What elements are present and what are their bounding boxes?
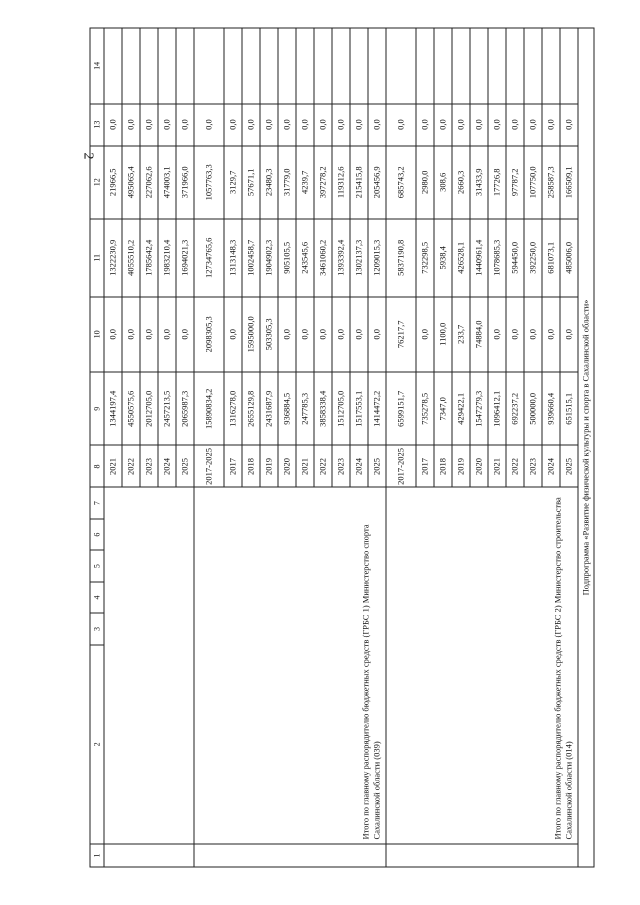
year-cell: 2023 [140,445,158,487]
empty-cell [524,28,542,104]
value-cell: 5837190,8 [386,218,416,296]
value-cell: 0,0 [560,296,578,372]
column-header: 6 [90,518,104,549]
empty-cell [350,28,368,104]
value-cell: 0,0 [332,103,350,145]
value-cell: 936884,5 [278,372,296,445]
value-cell: 1512705,0 [332,372,350,445]
column-header: 12 [90,145,104,218]
value-cell: 7347,0 [434,372,452,445]
value-cell: 1440961,4 [470,218,488,296]
year-cell: 2021 [104,445,122,487]
year-cell: 2022 [314,445,332,487]
value-cell: 0,0 [524,296,542,372]
empty-cell [314,28,332,104]
value-cell: 500000,0 [524,372,542,445]
year-cell: 2022 [506,445,524,487]
subprogram-row [578,28,594,867]
value-cell: 233,7 [452,296,470,372]
empty-cell [560,28,578,104]
value-cell: 485006,0 [560,218,578,296]
page-number: 2 [80,152,96,160]
budget-table [89,27,594,867]
value-cell: 905105,5 [278,218,296,296]
column-header: 13 [90,103,104,145]
empty-cell [542,28,560,104]
column-header: 7 [90,487,104,518]
empty-cell [260,28,278,104]
value-cell: 215415,8 [350,145,368,218]
empty-cell [470,28,488,104]
value-cell: 0,0 [368,103,386,145]
value-cell: 5938,4 [434,218,452,296]
value-cell: 2457213,5 [158,372,176,445]
year-cell: 2019 [452,445,470,487]
value-cell: 243545,6 [296,218,314,296]
value-cell: 0,0 [560,103,578,145]
value-cell: 74884,0 [470,296,488,372]
value-cell: 939660,4 [542,372,560,445]
value-cell: 0,0 [104,103,122,145]
value-cell: 21966,5 [104,145,122,218]
value-cell: 0,0 [452,103,470,145]
column-header: 10 [90,296,104,372]
value-cell: 0,0 [224,103,242,145]
value-cell: 247785,3 [296,372,314,445]
value-cell: 692237,2 [506,372,524,445]
value-cell: 735278,5 [416,372,434,445]
value-cell: 2660,3 [452,145,470,218]
group-label-ministry-construction: Итого по главному распорядителю бюджетных средств (ГРБС 2) Министерство строительства Сахалинской области (014) [386,487,578,844]
value-cell: 0,0 [488,296,506,372]
empty-cell [194,28,224,104]
value-cell: 1100,0 [434,296,452,372]
value-cell: 1785642,4 [140,218,158,296]
year-cell: 2021 [296,445,314,487]
value-cell: 1344197,4 [104,372,122,445]
table-row [386,28,416,867]
empty-cell [296,28,314,104]
value-cell: 57671,1 [242,145,260,218]
year-cell: 2020 [470,445,488,487]
column-header: 1 [90,843,104,866]
empty-cell [506,28,524,104]
column-header: 9 [90,372,104,445]
empty-cell [452,28,470,104]
empty-cell [434,28,452,104]
value-cell: 107750,0 [524,145,542,218]
value-cell: 0,0 [122,296,140,372]
value-cell: 4055510,2 [122,218,140,296]
value-cell: 0,0 [416,103,434,145]
value-cell: 166509,1 [560,145,578,218]
empty-cell [104,28,122,104]
year-cell: 2017-2025 [386,445,416,487]
value-cell: 6599151,7 [386,372,416,445]
value-cell: 2431687,9 [260,372,278,445]
year-cell: 2025 [560,445,578,487]
year-cell: 2024 [542,445,560,487]
value-cell: 0,0 [350,103,368,145]
value-cell: 0,0 [506,103,524,145]
value-cell: 76217,7 [386,296,416,372]
value-cell: 3858338,4 [314,372,332,445]
empty-cell [368,28,386,104]
table-row [194,28,224,867]
value-cell: 0,0 [278,103,296,145]
empty-cell [140,28,158,104]
value-cell: 429422,1 [452,372,470,445]
value-cell: 12734765,6 [194,218,224,296]
column-header-row [90,28,104,867]
column-header: 8 [90,445,104,487]
value-cell: 2098305,3 [194,296,224,372]
value-cell: 685743,2 [386,145,416,218]
value-cell: 31779,0 [278,145,296,218]
value-cell: 0,0 [350,296,368,372]
value-cell: 15890834,2 [194,372,224,445]
empty-cell [224,28,242,104]
value-cell: 0,0 [368,296,386,372]
empty-cell [242,28,260,104]
empty-cell [104,487,194,844]
year-cell: 2018 [434,445,452,487]
year-cell: 2025 [176,445,194,487]
value-cell: 1393392,4 [332,218,350,296]
empty-cell [386,28,416,104]
value-cell: 1983210,4 [158,218,176,296]
value-cell: 732298,5 [416,218,434,296]
empty-cell [194,843,386,866]
value-cell: 23480,3 [260,145,278,218]
value-cell: 0,0 [314,103,332,145]
value-cell: 0,0 [488,103,506,145]
year-cell: 2018 [242,445,260,487]
value-cell: 1322230,9 [104,218,122,296]
value-cell: 2012705,0 [140,372,158,445]
value-cell: 503305,3 [260,296,278,372]
value-cell: 0,0 [434,103,452,145]
value-cell: 2980,0 [416,145,434,218]
value-cell: 2655129,8 [242,372,260,445]
value-cell: 0,0 [296,296,314,372]
value-cell: 0,0 [524,103,542,145]
value-cell: 4550575,6 [122,372,140,445]
value-cell: 0,0 [140,296,158,372]
subprogram-label: Подпрограмма «Развитие физической культуры и спорта в Сахалинской области» [578,28,594,867]
column-header: 2 [90,644,104,843]
year-cell: 2020 [278,445,296,487]
value-cell: 426528,1 [452,218,470,296]
column-header: 3 [90,613,104,644]
value-cell: 1313148,3 [224,218,242,296]
value-cell: 1096412,1 [488,372,506,445]
value-cell: 0,0 [506,296,524,372]
value-cell: 1078685,3 [488,218,506,296]
value-cell: 119312,6 [332,145,350,218]
year-cell: 2024 [350,445,368,487]
value-cell: 651515,1 [560,372,578,445]
value-cell: 2065987,3 [176,372,194,445]
value-cell: 1517553,1 [350,372,368,445]
value-cell: 0,0 [176,103,194,145]
value-cell: 0,0 [242,103,260,145]
value-cell: 1694021,3 [176,218,194,296]
budget-table-sheet [89,27,594,867]
value-cell: 205456,9 [368,145,386,218]
year-cell: 2017 [224,445,242,487]
value-cell: 0,0 [542,103,560,145]
value-cell: 17726,8 [488,145,506,218]
empty-cell [386,843,578,866]
value-cell: 258587,3 [542,145,560,218]
column-header: 5 [90,550,104,581]
value-cell: 0,0 [158,103,176,145]
column-header: 4 [90,581,104,612]
table-row [104,28,122,867]
year-cell: 2023 [332,445,350,487]
value-cell: 0,0 [332,296,350,372]
year-cell: 2022 [122,445,140,487]
empty-cell [176,28,194,104]
value-cell: 0,0 [386,103,416,145]
value-cell: 1547279,3 [470,372,488,445]
value-cell: 495065,4 [122,145,140,218]
value-cell: 3461060,2 [314,218,332,296]
value-cell: 1209015,3 [368,218,386,296]
empty-cell [416,28,434,104]
empty-cell [104,843,194,866]
value-cell: 0,0 [470,103,488,145]
empty-cell [488,28,506,104]
value-cell: 0,0 [314,296,332,372]
group-label-ministry-sport: Итого по главному распорядителю бюджетных средств (ГРБС 1) Министерство спорта Сахалинской области (039) [194,487,386,844]
empty-cell [158,28,176,104]
value-cell: 0,0 [194,103,224,145]
table-body [104,28,594,867]
empty-cell [332,28,350,104]
year-cell: 2023 [524,445,542,487]
value-cell: 1057763,3 [194,145,224,218]
value-cell: 0,0 [122,103,140,145]
value-cell: 474003,1 [158,145,176,218]
value-cell: 1904902,3 [260,218,278,296]
year-cell: 2017-2025 [194,445,224,487]
value-cell: 397278,2 [314,145,332,218]
value-cell: 0,0 [158,296,176,372]
value-cell: 594450,0 [506,218,524,296]
value-cell: 681073,1 [542,218,560,296]
value-cell: 0,0 [260,103,278,145]
value-cell: 97787,2 [506,145,524,218]
value-cell: 0,0 [296,103,314,145]
value-cell: 0,0 [140,103,158,145]
value-cell: 308,6 [434,145,452,218]
empty-cell [122,28,140,104]
year-cell: 2019 [260,445,278,487]
value-cell: 0,0 [278,296,296,372]
value-cell: 392250,0 [524,218,542,296]
value-cell: 227062,6 [140,145,158,218]
value-cell: 0,0 [224,296,242,372]
value-cell: 0,0 [542,296,560,372]
value-cell: 1414472,2 [368,372,386,445]
value-cell: 1002458,7 [242,218,260,296]
value-cell: 31433,9 [470,145,488,218]
value-cell: 3129,7 [224,145,242,218]
column-header: 14 [90,28,104,104]
value-cell: 0,0 [416,296,434,372]
value-cell: 1595000,0 [242,296,260,372]
value-cell: 4239,7 [296,145,314,218]
value-cell: 371966,0 [176,145,194,218]
value-cell: 1302137,3 [350,218,368,296]
year-cell: 2017 [416,445,434,487]
column-header: 11 [90,218,104,296]
year-cell: 2024 [158,445,176,487]
value-cell: 0,0 [176,296,194,372]
empty-cell [278,28,296,104]
value-cell: 1316278,0 [224,372,242,445]
year-cell: 2025 [368,445,386,487]
value-cell: 0,0 [104,296,122,372]
year-cell: 2021 [488,445,506,487]
